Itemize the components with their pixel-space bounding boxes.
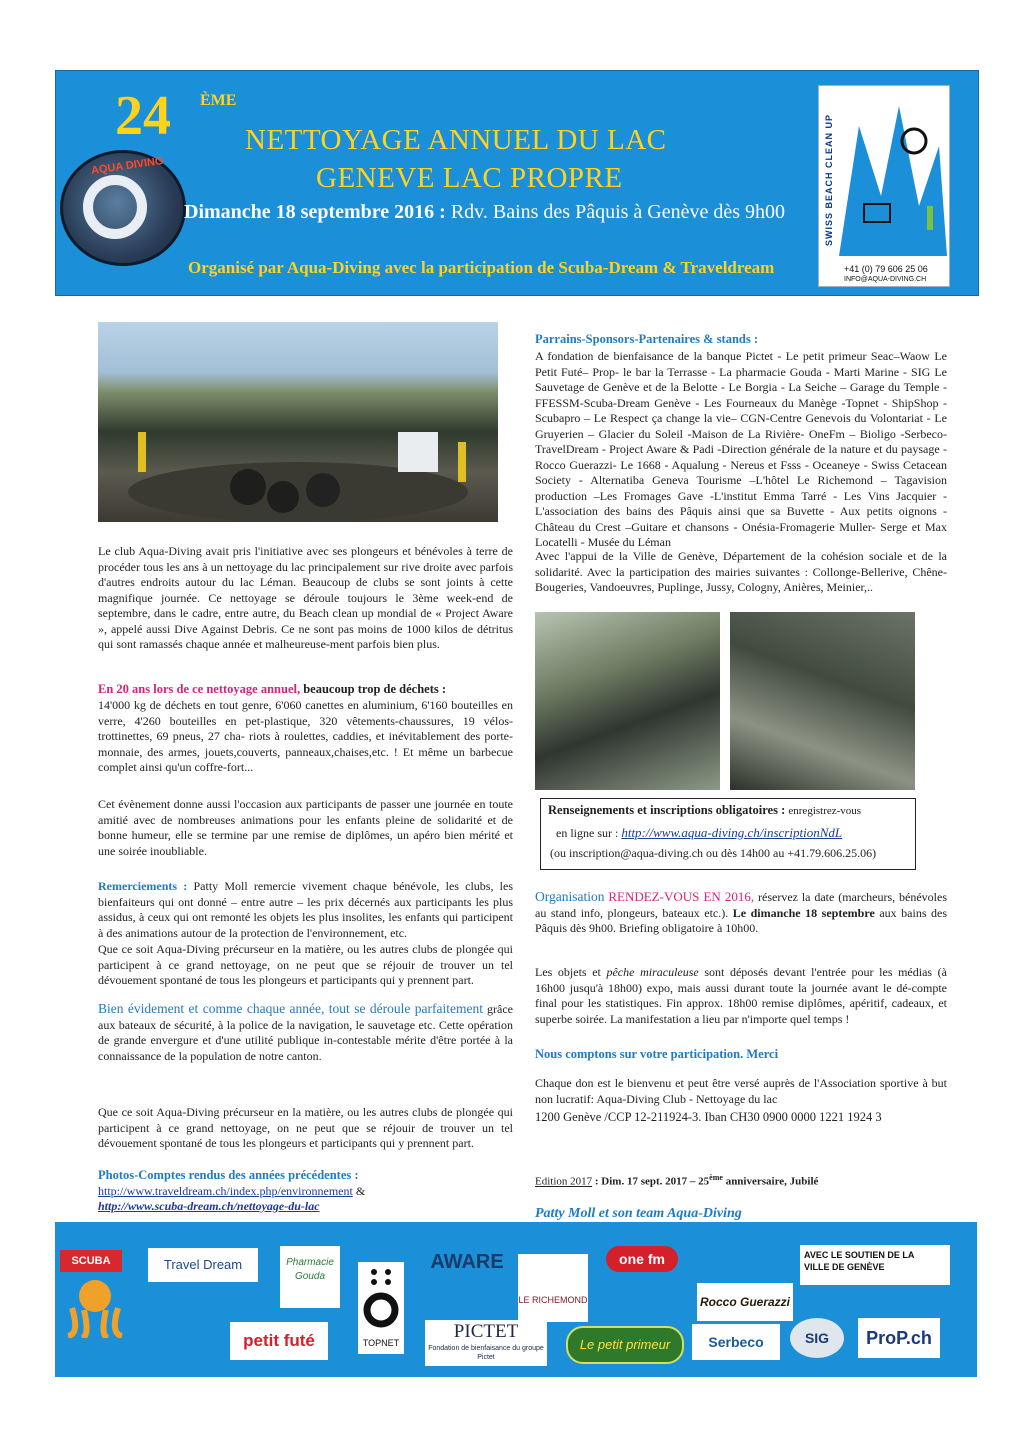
club-logo-text: AQUA DIVING: [90, 154, 165, 178]
registration-line-2: [556, 825, 916, 842]
donation-paragraph: Chaque don est le bienvenu et peut être versé auprès de l'Association sportive à but non lucratif: Aqua-Diving Club - Nettoyage du lac: [535, 1076, 947, 1106]
safety-paragraph: [98, 1001, 513, 1064]
registration-contact: (ou inscription@aqua-diving.ch ou dès 14h00 au +41.79.606.25.06): [550, 846, 877, 860]
photo-scene: [98, 322, 498, 522]
traveldream-link[interactable]: http://www.traveldream.ch/index.php/environnement: [98, 1184, 353, 1198]
objects-b: sont déposés devant l'entrée pour les médias (à 16h00 jusqu'à 18h00) expo, mais aussi durant toute la journée avant le dé-compte final pour les statistiques. Fin approx. 18h00 remise diplômes, apéritif, cadeaux, et superbe soirée. La manifestation a lieu par n'importe quel temps !: [535, 965, 948, 1026]
debris-photo-2: [730, 612, 915, 790]
registration-link[interactable]: http://www.aqua-diving.ch/inscriptionNdL: [621, 825, 843, 840]
beach-wave-graphic: [819, 86, 949, 261]
aqua-diving-logo: [60, 150, 186, 266]
one-fm-logo: one fm: [606, 1246, 678, 1272]
rocco-guerazzi-logo: Rocco Guerazzi: [697, 1283, 793, 1321]
debris-photo-1: [535, 612, 720, 790]
registration-online-label: en ligne sur :: [556, 826, 619, 840]
cleanup-group-photo: [98, 322, 498, 522]
edition-jubilee: anniversaire, Jubilé: [722, 1175, 819, 1188]
page-subtitle: GENEVE LAC PROPRE: [316, 162, 623, 194]
edition-number: 24: [115, 85, 171, 147]
pharmacie-gouda-logo: Pharmacie Gouda: [280, 1246, 340, 1308]
edition-ordinal: ÈME: [200, 92, 237, 109]
safety-heading: Bien évidement et comme chaque année, tout se déroule parfaitement: [98, 1001, 483, 1016]
thanks-paragraph: [98, 879, 513, 941]
organisation-body-2: aux bains des Pâquis dès 9h00. Briefing obligatoire à 10h00.: [535, 905, 948, 935]
waste-heading-b: beaucoup trop de déchets :: [303, 682, 447, 696]
precursor-paragraph-2: Que ce soit Aqua-Diving précurseur en la matière, ou les autres clubs de plongée qui participent à ce grand nettoyage, on ne peut que se réjouir de trouver un tel dévouement spontané de tous les plongeurs et participants qui y prennent part.: [98, 1105, 513, 1150]
edition-2017-line: [535, 1170, 947, 1190]
petit-primeur-logo: Le petit primeur: [566, 1326, 684, 1364]
photos-link-line: [98, 1184, 518, 1200]
objects-italic: pêche miraculeuse: [606, 965, 699, 979]
prop-logo: ProP.ch: [858, 1318, 940, 1358]
safety-body: grâce aux bateaux de sécurité, à la police de la navigation, le sauvetage etc. Cette opération de grande envergure et d'une utilité publique in-contestable mérite d'être portée à la connaissance de la population de notre canton.: [98, 1002, 513, 1063]
scuba-logo: SCUBA: [60, 1250, 122, 1272]
registration-line-1: [548, 803, 918, 820]
project-aware-logo: AWARE: [430, 1251, 504, 1273]
waste-heading-a: En 20 ans lors de ce nettoyage annuel,: [98, 682, 301, 696]
city-support-paragraph: Avec l'appui de la Ville de Genève, Département de la cohésion sociale et de la solidarité. Avec la participation des mairies suivantes : Collonge-Bellerive, Chêne-Bougeries, Vandoeuvres, Puplinge, Jussy, Cologny, Anières, Meinier,..: [535, 549, 947, 594]
beach-logo-text: SWISS BEACH CLEAN UP: [824, 113, 834, 246]
topnet-logo: [358, 1262, 404, 1354]
objects-paragraph: [535, 965, 947, 1027]
intro-paragraph: Le club Aqua-Diving avait pris l'initiative avec ses plongeurs et bénévoles à terre de procéder tous les ans à un nettoyage du lac principalement sur rive droite avec parfois d'autres endroits autour du lac Léman. Beaucoup de clubs se sont joints à cette magnifique journée. Ce nettoyage se déroule toujours le 3ème week-end de septembre, dans le cadre, entre autre, du Beach clean up mondial de « Project Aware », appelé aussi Dive Against Debris. Ce ne sont pas moins de 1000 kilos de détritus qui sont ramassés chaque année et malheureuse-ment parfois bien plus.: [98, 544, 513, 651]
thanks-body: Patty Moll remercie vivement chaque bénévole, les clubs, les bienfaiteurs qui ont donné – entre autre – les prix décernés aux participants les plus assidus, à ceux qui ont remonté les objets les plus insolites, les enfants qui participent à des animations autour de la protection de l'environnement, etc.: [98, 879, 514, 940]
link-separator: &: [352, 1184, 366, 1198]
sponsors-paragraph: A fondation de bienfaisance de la banque Pictet - Le petit primeur Seac–Waow Le Petit Futé– Prop- le bar la Terrasse - La pharmacie Gouda - Marti Marine - SIG Le Sauvetage de Genève et de la Belotte - Le Borgia - La Seiche – Garage du Temple -FFESSM-Scuba-Dream Genève - Les Fourneaux du Manège -Topnet - ShipShop - Scubapro – Le Respect ça change la vie– CGN-Centre Genevois du Volontariat - Le Gruyerien – Glacier du Soleil -Maison de La Rivière- OneFm – Bioligo -Serbeco- TravelDream - Project Aware & Padi -Direction générale de la nature et du paysage - Rocco Guerazzi- Le 1668 - Aqualung - Nereus et Fsss - Oceaneye - Swiss Cetacean Society - Alternatiba Geneva Tourisme –L'hôtel Le Richemond – Tagavision production –Les Fromages Gave -L'institut Emma Tarré - Les Vins Jacquier - L'association des bains des Pâquis ainsi que sa Buvette - Aux petits oignons - Château du Crest –Guitare et chansons - Onésia-Fromagerie Muller- Serge et Max Locatelli - Musée du Léman: [535, 349, 947, 549]
sponsors-heading: Parrains-Sponsors-Partenaires & stands :: [535, 332, 759, 346]
octopus-icon: [60, 1274, 130, 1338]
event-date-line: [184, 201, 785, 224]
swiss-beach-cleanup-logo: [818, 85, 950, 287]
signature: Patty Moll et son team Aqua-Diving: [535, 1206, 742, 1221]
edition-label: Edition 2017: [535, 1175, 593, 1188]
participation-line: Nous comptons sur votre participation. Merci: [535, 1047, 779, 1061]
serbeco-logo: Serbeco: [692, 1324, 780, 1360]
iban-line: 1200 Genève /CCP 12-211924-3. Iban CH30 0900 0000 1221 1924 3: [535, 1110, 882, 1124]
event-paragraph: Cet évènement donne aussi l'occasion aux participants de passer une journée en toute amitié avec de nombreuses animations pour les enfants pleine de solidarité et de bonne humeur, elle se termine par une remise de diplômes, un apéro bien mérité et une soirée inoubliable.: [98, 797, 513, 858]
event-date: Dimanche 18 septembre 2016 :: [184, 201, 446, 223]
travel-dream-logo: Travel Dream: [148, 1248, 258, 1282]
le-richemond-logo: LE RICHEMOND: [518, 1254, 588, 1322]
contact-email: INFO@AQUA-DIVING.CH: [844, 276, 927, 283]
edition-sup: ème: [709, 1173, 723, 1182]
topnet-icon: [358, 1262, 404, 1334]
organizer-line: Organisé par Aqua-Diving avec la participation de Scuba-Dream & Traveldream: [188, 258, 775, 277]
organisation-date: Le dimanche 18 septembre: [732, 905, 875, 920]
registration-heading: Renseignements et inscriptions obligatoires :: [548, 803, 786, 817]
waste-heading: [98, 682, 518, 698]
organisation-heading: Organisation: [535, 889, 605, 904]
page-title: NETTOYAGE ANNUEL DU LAC: [245, 124, 667, 156]
organisation-paragraph: [535, 889, 947, 937]
pictet-label: PICTET: [453, 1321, 519, 1342]
petit-fute-logo: petit futé: [230, 1322, 328, 1360]
event-location: Rdv. Bains des Pâquis à Genève dès 9h00: [450, 201, 786, 223]
rendezvous-heading: RENDEZ-VOUS EN 2016,: [608, 889, 755, 904]
pictet-subtitle: Fondation de bienfaisance du groupe Pictet: [428, 1345, 544, 1361]
photos-heading: Photos-Comptes rendus des années précédentes :: [98, 1168, 359, 1182]
ville-geneve-logo: AVEC LE SOUTIEN DE LA VILLE DE GENÈVE: [800, 1245, 950, 1285]
registration-note: enregistrez-vous: [788, 805, 862, 817]
waste-paragraph: 14'000 kg de déchets en tout genre, 6'060 canettes en aluminium, 6'160 bouteilles en verre, 4'260 bouteilles en pet-plastique, 320 vêtements-chaussures, 19 vélos-trottinettes, 69 pneus, 27 cha- riots à roulettes, caddies, et inévitablement des porte-monnaie, des armes, jouets,couverts, panneaux,chaises,etc. ! Et même un barbecue complet ainsi qu'un coffre-fort...: [98, 698, 513, 774]
organisation-body-1: réservez la date (marcheurs, bénévoles au stand info, plongeurs, bateaux etc.).: [535, 890, 948, 920]
objects-a: Les objets et: [535, 965, 601, 979]
pictet-logo: [425, 1320, 547, 1366]
topnet-label: TOPNET: [362, 1338, 400, 1348]
photos-link-line-2: [98, 1199, 518, 1215]
edition-date: : Dim. 17 sept. 2017 – 25: [592, 1175, 710, 1188]
precursor-paragraph: Que ce soit Aqua-Diving précurseur en la matière, ou les autres clubs de plongée qui participent à ce grand nettoyage, on ne peut que se réjouir de trouver un tel dévouement spontané de tous les plongeurs et participants qui y prennent part.: [98, 942, 513, 987]
sig-logo: SIG: [790, 1318, 844, 1358]
thanks-heading: Remerciements :: [98, 879, 188, 893]
scuba-dream-link[interactable]: http://www.scuba-dream.ch/nettoyage-du-lac: [98, 1199, 320, 1213]
lifebuoy-icon: [83, 175, 147, 239]
contact-phone: +41 (0) 79 606 25 06: [844, 264, 928, 274]
